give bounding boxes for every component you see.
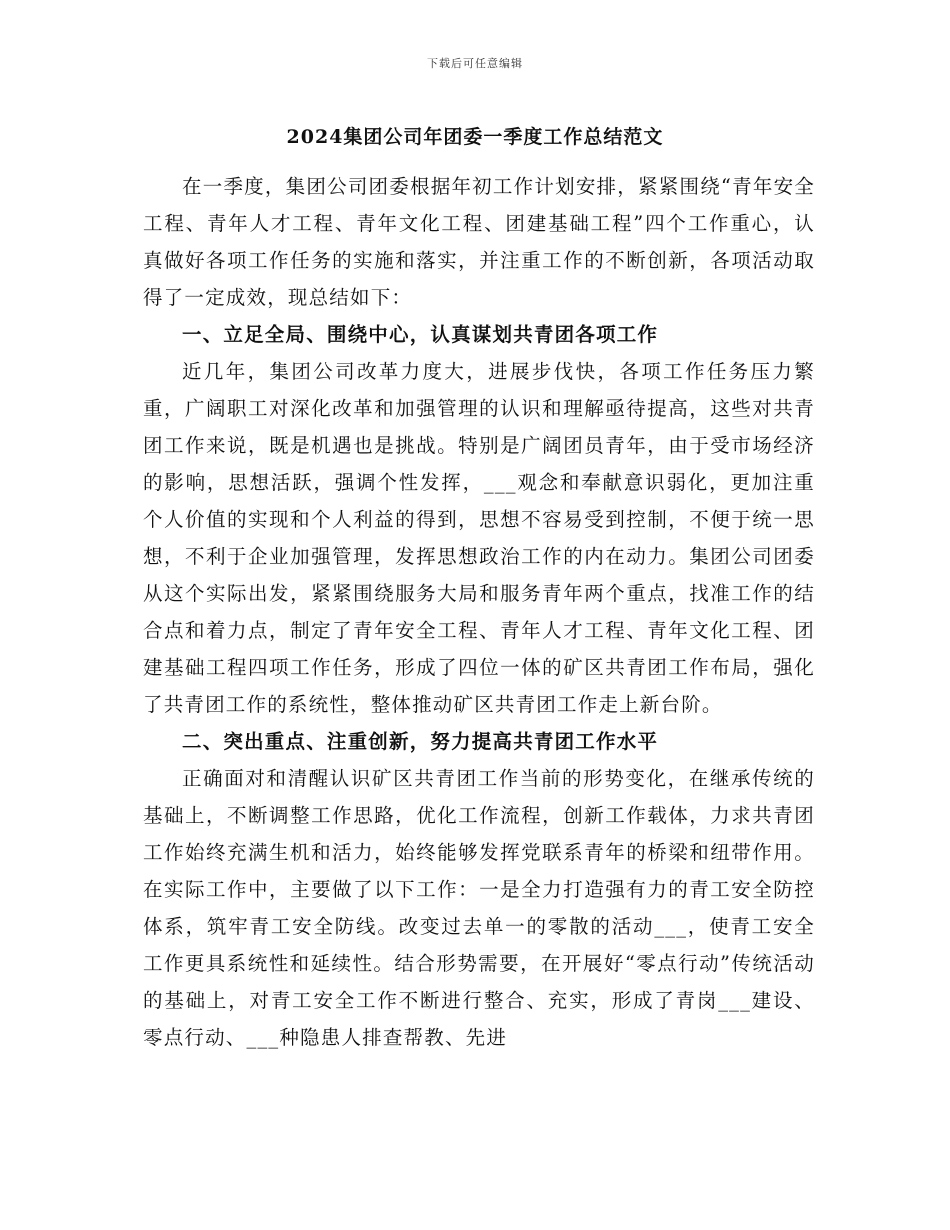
section-1-paragraph: 近几年，集团公司改革力度大，进展步伐快，各项工作任务压力繁重，广阔职工对深化改革和加强管理的认识和理解亟待提高，这些对共青团工作来说，既是机遇也是挑战。特别是广阔团员青年，由于受市场经济的影响，思想活跃，强调个性发挥，___观念和奉献意识弱化，更加注重个人价值的实现和个人利益的得到，思想不容易受到控制，不便于统一思想，不利于企业加强管理，发挥思想政治工作的内在动力。集团公司团委从这个实际出发，紧紧围绕服务大局和服务青年两个重点，找准工作的结合点和着力点，制定了青年安全工程、青年人才工程、青年文化工程、团建基础工程四项工作任务，形成了四位一体的矿区共青团工作布局，强化了共青团工作的系统性，整体推动矿区共青团工作走上新台阶。 [143, 360, 815, 716]
section-2-paragraph: 正确面对和清醒认识矿区共青团工作当前的形势变化，在继承传统的基础上，不断调整工作思路，优化工作流程，创新工作载体，力求共青团工作始终充满生机和活力，始终能够发挥党联系青年的桥梁和纽带作用。在实际工作中，主要做了以下工作：一是全力打造强有力的青工安全防控体系，筑牢青工安全防线。改变过去单一的零散的活动___，使青工安全工作更具系统性和延续性。结合形势需要，在开展好“零点行动”传统活动的基础上，对青工安全工作不断进行整合、充实，形成了青岗___建设、零点行动、___种隐患人排查帮教、先进 [143, 767, 815, 1049]
intro-paragraph: 在一季度，集团公司团委根据年初工作计划安排，紧紧围绕“青年安全工程、青年人才工程、青年文化工程、团建基础工程”四个工作重心，认真做好各项工作任务的实施和落实，并注重工作的不断创新，各项活动取得了一定成效，现总结如下： [143, 175, 815, 309]
page-header-note: 下载后可任意编辑 [427, 57, 523, 70]
document-title: 2024集团公司年团委一季度工作总结范文 [286, 126, 664, 148]
section-2-heading: 二、突出重点、注重创新，努力提高共青团工作水平 [182, 730, 659, 753]
section-1-heading: 一、立足全局、围绕中心，认真谋划共青团各项工作 [182, 323, 659, 346]
document-body [143, 168, 815, 1056]
